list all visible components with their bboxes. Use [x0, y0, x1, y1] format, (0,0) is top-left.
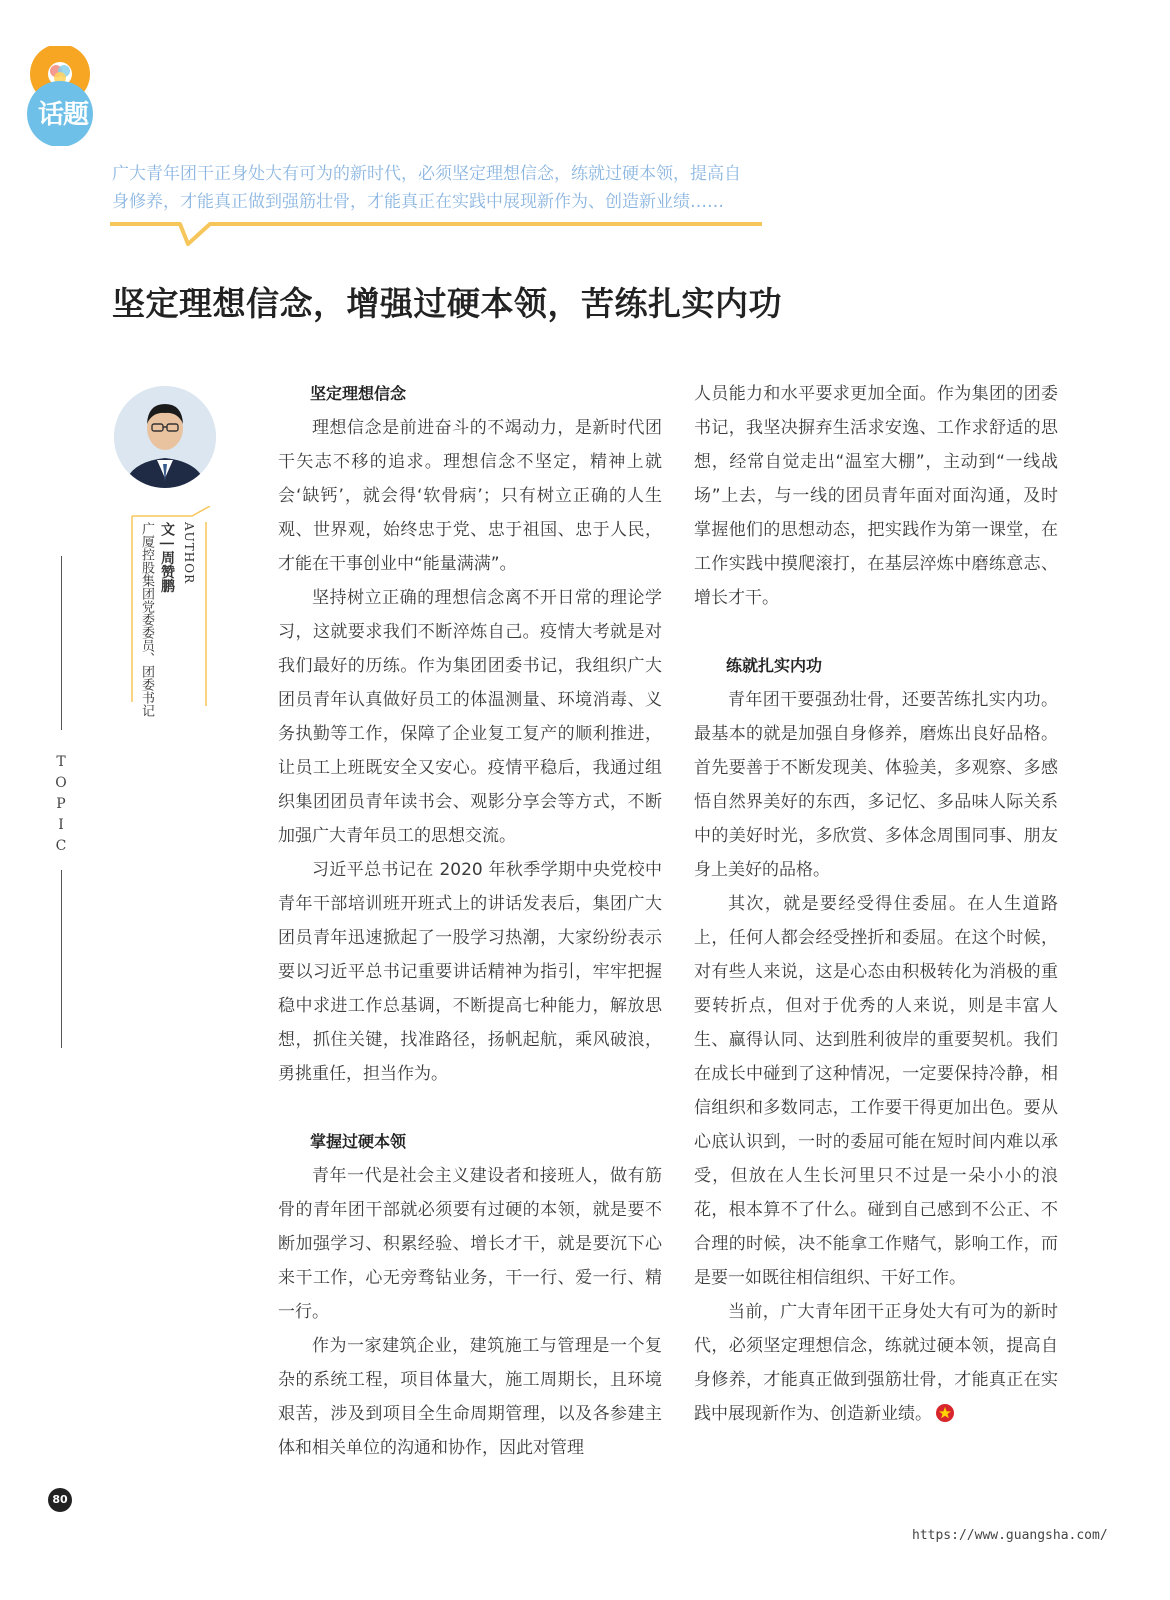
closing-text: 当前，广大青年团干正身处大有可为的新时代，必须坚定理想信念，练就过硬本领，提高自身修养，才能真正做到强筋壮骨，才能真正在实践中展现新作为、创造新业绩。	[694, 1302, 1058, 1424]
topic-letter: T	[56, 754, 66, 770]
badge-graphic-icon	[26, 46, 96, 146]
topic-letter: C	[55, 838, 67, 854]
author-name: 文 | 周赞鹏	[159, 522, 175, 593]
author-portrait-icon	[114, 386, 216, 488]
source-url: https://www.guangsha.com/	[912, 1528, 1108, 1543]
page-number: 80	[48, 1488, 72, 1512]
end-star-icon	[936, 1404, 954, 1422]
paragraph: 人员能力和水平要求更加全面。作为集团的团委书记，我坚决摒弃生活求安逸、工作求舒适的思想，经常自觉走出“温室大棚”，主动到“一线战场”上去，与一线的团员青年面对面沟通，及时掌握他们的思想动态，把实践作为第一课堂，在工作实践中摸爬滚打，在基层淬炼中磨练意志、增长才干。	[694, 384, 1058, 608]
section-heading: 坚定理想信念	[310, 384, 407, 403]
body-column-right	[694, 377, 1058, 1431]
body-column-left	[278, 377, 662, 1465]
section-heading: 掌握过硬本领	[310, 1132, 407, 1151]
topic-badge	[26, 46, 96, 146]
badge-label: 话题	[37, 100, 88, 130]
topic-rule-bottom	[61, 870, 62, 1048]
article-title: 坚定理想信念，增强过硬本领，苦练扎实内功	[112, 284, 782, 323]
topic-letter: I	[58, 817, 64, 833]
paragraph: 习近平总书记在 2020 年秋季学期中央党校中青年干部培训班开班式上的讲话发表后，集团广大团员青年迅速掀起了一股学习热潮，大家纷纷表示要以习近平总书记重要讲话精神为指引，牢牢把握稳中求进工作总基调，不断提高七种能力，解放思想，抓住关键，找准路径，扬帆起航，乘风破浪，勇挑重任，担当作为。	[278, 860, 662, 1084]
author-avatar	[114, 386, 216, 488]
paragraph: 理想信念是前进奋斗的不竭动力，是新时代团干矢志不移的追求。理想信念不坚定，精神上就会‘缺钙’，就会得‘软骨病’；只有树立正确的人生观、世界观，始终忠于党、忠于祖国、忠于人民，才能在干事创业中“能量满满”。	[278, 418, 662, 574]
closing-paragraph	[694, 1295, 1058, 1431]
paragraph: 作为一家建筑企业，建筑施工与管理是一个复杂的系统工程，项目体量大，施工周期长，且环境艰苦，涉及到项目全生命周期管理，以及各参建主体和相关单位的沟通和协作，因此对管理	[278, 1336, 662, 1458]
paragraph: 青年一代是社会主义建设者和接班人，做有筋骨的青年团干部就必须要有过硬的本领，就是要不断加强学习、积累经验、增长才干，就是要沉下心来干工作，心无旁骛钻业务，干一行、爱一行、精一行。	[278, 1166, 662, 1322]
intro-line-2: 身修养，才能真正做到强筋壮骨，才能真正在实践中展现新作为、创造新业绩……	[112, 192, 724, 212]
paragraph: 坚持树立正确的理想信念离不开日常的理论学习，这就要求我们不断淬炼自己。疫情大考就是对我们最好的历练。作为集团团委书记，我组织广大团员青年认真做好员工的体温测量、环境消毒、义务执勤等工作，保障了企业复工复产的顺利推进，让员工上班既安全又安心。疫情平稳后，我通过组织集团团员青年读书会、观影分享会等方式，不断加强广大青年员工的思想交流。	[278, 588, 662, 846]
intro-line-1: 广大青年团干正身处大有可为的新时代，必须坚定理想信念，练就过硬本领，提高自	[112, 164, 741, 184]
section-heading: 练就扎实内功	[726, 656, 823, 675]
paragraph: 青年团干要强劲壮骨，还要苦练扎实内功。最基本的就是加强自身修养，磨炼出良好品格。首先要善于不断发现美、体验美，多观察、多感悟自然界美好的东西，多记忆、多品味人际关系中的美好时光，多欣赏、多体念周围同事、朋友身上美好的品格。	[694, 690, 1058, 880]
topic-rule-top	[61, 556, 62, 730]
paragraph: 其次，就是要经受得住委屈。在人生道路上，任何人都会经受挫折和委屈。在这个时候，对有些人来说，这是心态由积极转化为消极的重要转折点，但对于优秀的人来说，则是丰富人生、赢得认同、达到胜利彼岸的重要契机。我们在成长中碰到了这种情况，一定要保持冷静，相信组织和多数同志，工作要干得更加出色。要从心底认识到，一时的委屈可能在短时间内难以承受，但放在人生长河里只不过是一朵小小的浪花，根本算不了什么。碰到自己感到不公正、不合理的时候，决不能拿工作赌气，影响工作，而是要一如既往相信组织、干好工作。	[694, 894, 1058, 1288]
quote-bubble-pointer-icon	[110, 221, 770, 247]
intro-quote	[112, 160, 802, 216]
topic-vertical-label	[53, 752, 69, 857]
author-position: 广厦控股集团党委委员、团委书记	[139, 522, 154, 717]
topic-letter: O	[55, 775, 67, 791]
topic-letter: P	[56, 796, 66, 812]
author-label: AUTHOR	[182, 522, 196, 585]
